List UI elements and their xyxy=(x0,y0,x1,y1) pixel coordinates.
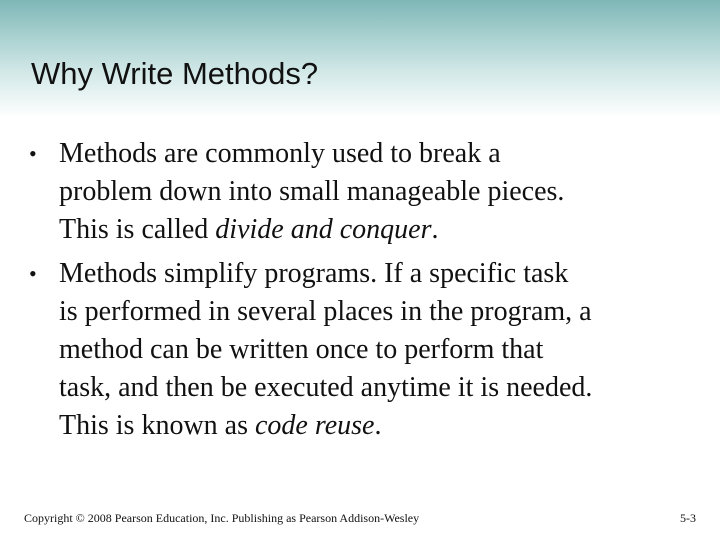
text-run: This is known as xyxy=(59,410,255,441)
emphasis-code-reuse: code reuse xyxy=(255,410,375,441)
bullet-1-line-3 xyxy=(59,212,438,248)
bullet-2-line-1 xyxy=(59,256,568,292)
bullet-marker: • xyxy=(29,141,37,166)
text-run: Methods are commonly used to break a xyxy=(59,138,501,169)
footer-copyright: Copyright © 2008 Pearson Education, Inc. Publishing as Pearson Addison-Wesley xyxy=(24,511,420,525)
text-run: is performed in several places in the program, a xyxy=(59,296,592,327)
text-run: This is called xyxy=(59,214,216,245)
bullet-2-line-5 xyxy=(59,408,381,444)
slide-title: Why Write Methods? xyxy=(31,56,319,91)
bullet-2-line-4 xyxy=(59,370,592,406)
text-run: method can be written once to perform that xyxy=(59,334,544,365)
text-run: problem down into small manageable pieces. xyxy=(59,176,565,207)
bullet-1-line-2 xyxy=(59,174,564,210)
text-run: Methods simplify programs. If a specific task xyxy=(59,258,569,289)
emphasis-divide-and-conquer: divide and conquer xyxy=(215,214,432,245)
bullet-2-line-2 xyxy=(59,294,592,330)
bullet-2-line-3 xyxy=(59,332,543,368)
bullet-1-line-1 xyxy=(59,136,501,172)
text-run: task, and then be executed anytime it is needed. xyxy=(59,372,593,403)
text-run: . xyxy=(431,214,439,245)
text-run: . xyxy=(374,410,382,441)
bullet-marker: • xyxy=(29,261,37,286)
page-number: 5-3 xyxy=(680,511,696,525)
